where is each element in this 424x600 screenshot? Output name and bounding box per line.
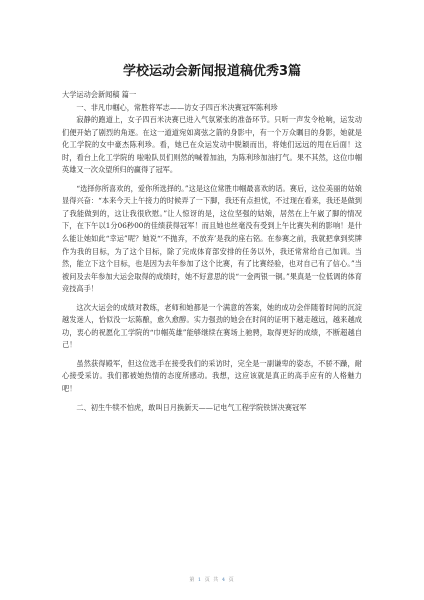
paragraph-2: “选择你所喜欢的，爱你所选择的。”这是这位常胜巾帼最喜欢的话。赛后，这位美丽的姑娘显得兴奋：“本来今天上午接力的时候弄了一下脚，我还有点担忧，不过现在看来，我还是做到了我能做到的，这让我很欣慰。”让人惊讶的是，这位坚强的姑娘，居然在上午崴了脚的情况下，在下午以1分06秒00的佳绩获得冠军！而且她也丝毫没有受到上午比赛失利的影响！是什么能让她如此“幸运”呢？她说“‘不抛弃，不放弃’是我的座右铭。在参赛之前，我就把拿到奖牌作为我的目标，为了这个目标，除了完成体育部安排的任务以外，我还常常给自己加训。当然，能立下这个目标，也是因为去年参加了这个比赛，有了比赛经验，也对自己有了信心。”当被问及去年参加大运会取得的成绩时，她不好意思的说“一金两银一铜。”果真是一位低调的体育竞技高手！: [62, 183, 362, 294]
paragraph-3: 这次大运会的成绩对教练，老师和她都是一个满意的答案，她的成功会伴随着时间的沉淀越发迷人，恰似没一坛陈酿，愈久愈醇。实力强劲的她会在时间的证明下越走越远，越来越成功，衷心的祝愿化工学院的“巾帼英雄”能够继续在赛场上驰骋，取得更好的成绩，不断超越自己！: [62, 302, 362, 350]
paragraph-4: 虽然获得殿军，但这位选手在接受我们的采访时，完全是一副谦卑的姿态，不骄不躁，耐心接受采访。我们都被她热情的态度所感动。我想，这应该就是真正的高手应有的人格魅力吧！: [62, 358, 362, 394]
footer-current-page: 1: [197, 577, 203, 583]
page-footer: [0, 576, 424, 583]
footer-middle: 页 共: [204, 577, 220, 583]
document-title: 学校运动会新闻报道稿优秀3篇: [122, 64, 302, 79]
footer-total-pages: 4: [221, 577, 227, 583]
section-1-heading: 一、非凡巾帼心，常胜将军志——访女子四百米决赛冠军陈利珍: [76, 102, 278, 112]
section-2-heading: 二、初生牛犊不怕虎，敢叫日月换新天——记电气工程学院铁饼决赛冠军: [76, 402, 307, 412]
document-body: [62, 89, 362, 414]
footer-suffix: 页: [228, 577, 235, 583]
paragraph-1: 寂静的跑道上，女子四百米决赛已进入气氛紧张的准备环节。只听一声发令枪响，运发动们便开始了剧烈的角逐。在这一道道宛如离弦之箭的身影中，有一个万众瞩目的身影，她就是化工学院的女中豪杰陈利珍。看，她已在众运发动中脱颖而出，将她们远远的甩在后面！这时，看台上化工学院的 啦啦队员们则然的喊着加油，为陈利珍加油打气。果不其然，这位巾帼英雄又一次众望所归的赢得了冠军。: [62, 115, 362, 175]
section-subtitle: 大学运动会新闻稿 篇一: [62, 90, 137, 99]
footer-prefix: 第: [189, 577, 196, 583]
